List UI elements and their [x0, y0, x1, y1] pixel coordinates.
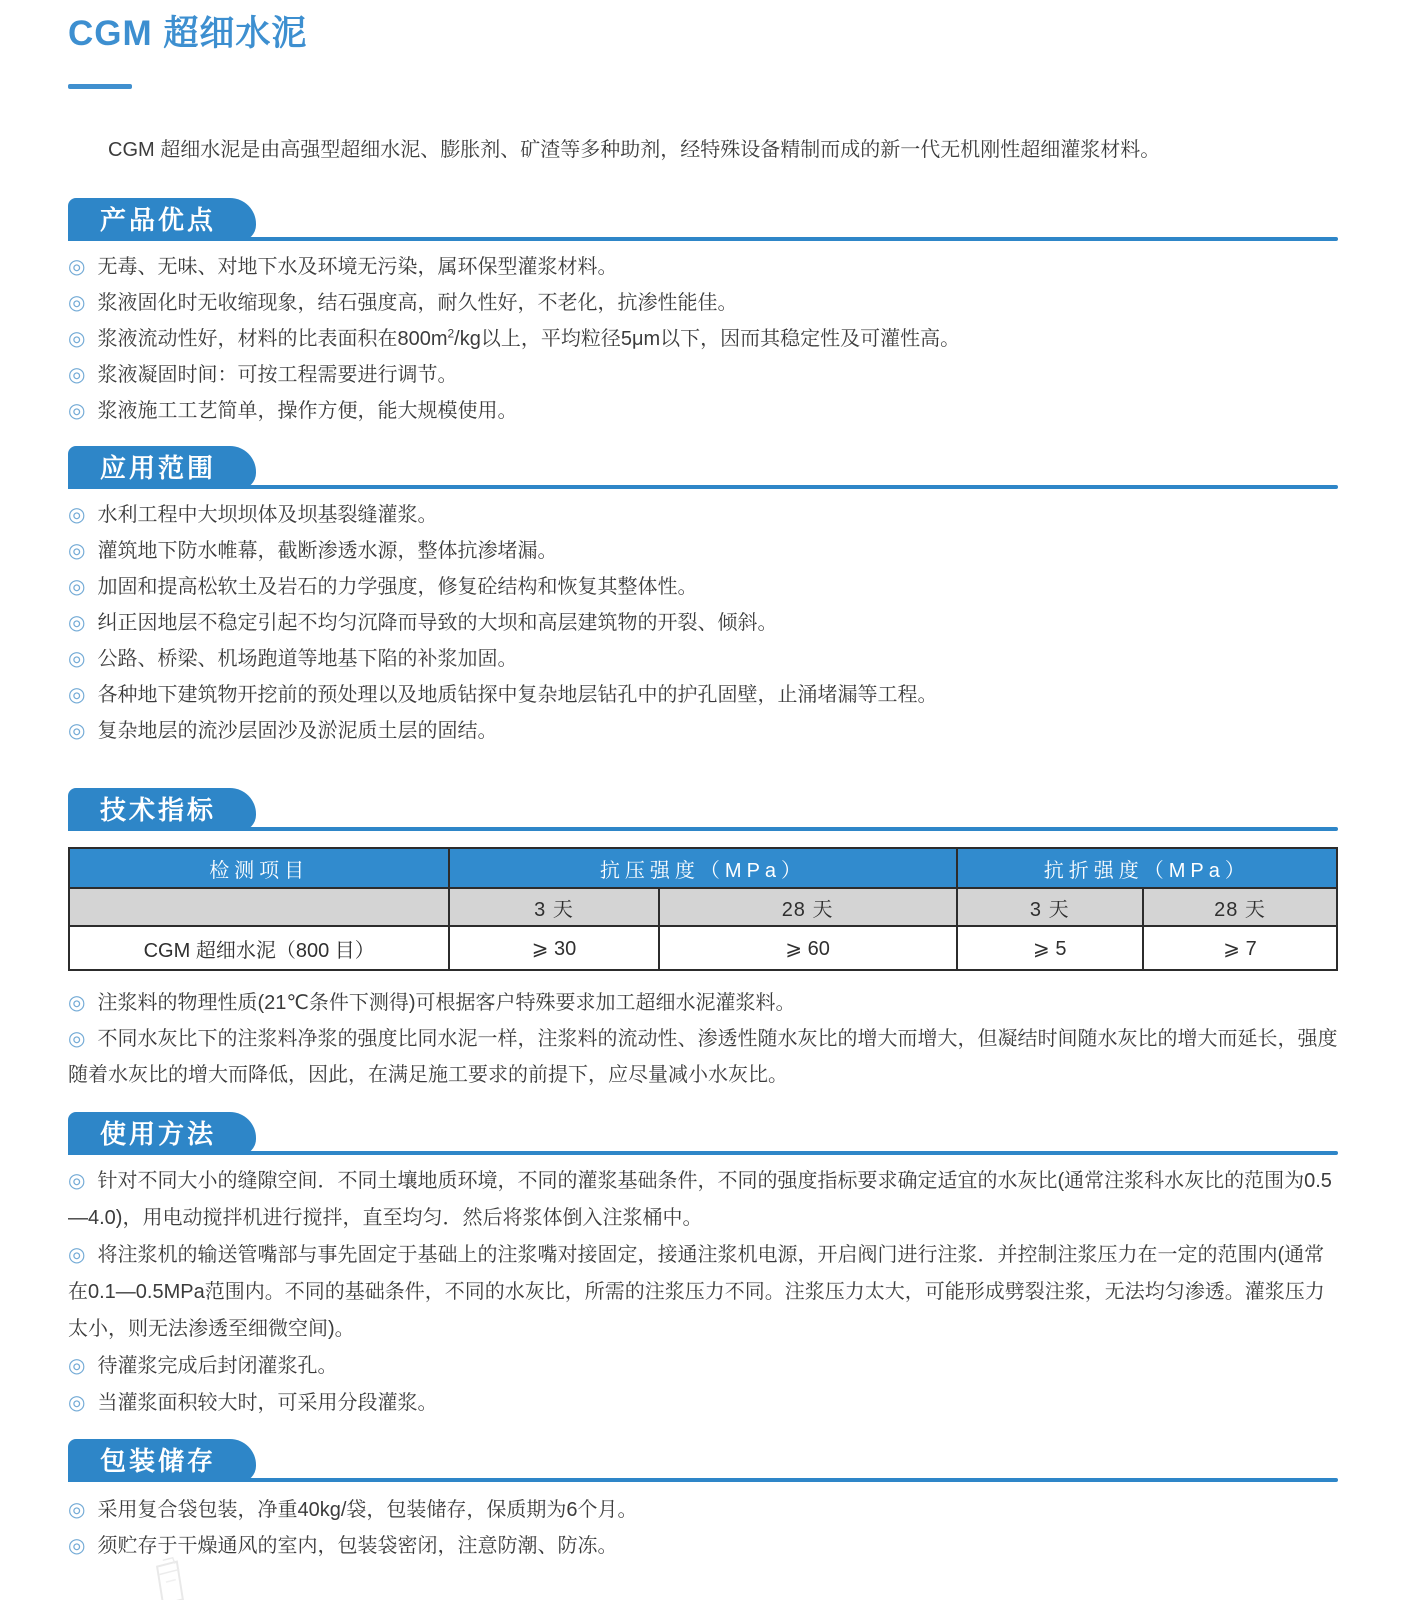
- note-item: [68, 985, 1338, 1021]
- application-item: [68, 497, 1338, 533]
- usage-item: [68, 1385, 1338, 1422]
- section-header-specs: [68, 787, 1338, 831]
- usage-list: [68, 1163, 1338, 1422]
- table-header-compressive: 抗压强度（MPa）: [449, 848, 956, 888]
- advantage-text: /kg以上，平均粒径5μm以下，因而其稳定性及可灌性高。: [454, 328, 961, 350]
- application-text: 公路、桥梁、机场跑道等地基下陷的补浆加固。: [97, 648, 518, 670]
- usage-item: [68, 1348, 1338, 1385]
- section-title-usage: 使用方法: [100, 1118, 217, 1149]
- section-rule: [68, 1151, 1338, 1155]
- bullet-icon: ◎: [68, 648, 86, 670]
- bullet-icon: ◎: [68, 256, 86, 278]
- section-header-applications: [68, 445, 1338, 489]
- advantage-text: 浆液施工工艺简单，操作方便，能大规模使用。: [97, 400, 518, 422]
- packaging-text: 采用复合袋包装，净重40kg/袋，包装储存，保质期为6个月。: [97, 1499, 638, 1521]
- table-header-flexural: 抗折强度（MPa）: [957, 848, 1337, 888]
- section-tab-applications: [68, 446, 256, 489]
- section-title-specs: 技术指标: [100, 794, 217, 825]
- section-tab-packaging: [68, 1439, 256, 1482]
- bullet-icon: ◎: [68, 364, 86, 386]
- advantage-text: 浆液固化时无收缩现象，结石强度高，耐久性好，不老化，抗渗性能佳。: [97, 292, 738, 314]
- section-rule: [68, 485, 1338, 489]
- usage-text: 待灌浆完成后封闭灌浆孔。: [97, 1355, 338, 1377]
- application-text: 复杂地层的流沙层固沙及淤泥质土层的固结。: [97, 720, 498, 742]
- table-subheader-row: [69, 888, 1337, 926]
- usage-item: [68, 1163, 1338, 1237]
- section-title-advantages: 产品优点: [100, 204, 217, 235]
- bullet-icon: ◎: [68, 1392, 86, 1414]
- usage-text: 将注浆机的输送管嘴部与事先固定于基础上的注浆嘴对接固定，接通注浆机电源，开启阀门进行注浆．并控制注浆压力在一定的范围内(通常在0.1—0.5MPa范围内。不同的基础条件，不同的水灰比，所需的注浆压力不同。注浆压力太大，可能形成劈裂注浆，无法均匀渗透。灌浆压力太小，则无法渗透至细微空间)。: [68, 1244, 1325, 1340]
- advantage-text: 浆液凝固时间：可按工程需要进行调节。: [97, 364, 458, 386]
- section-tab-advantages: [68, 198, 256, 241]
- table-cell-value: ⩾ 60: [659, 926, 957, 970]
- intro-paragraph: CGM 超细水泥是由高强型超细水泥、膨胀剂、矿渣等多种助剂，经特殊设备精制而成的新一代无机刚性超细灌浆材料。: [108, 139, 1161, 161]
- advantage-text: 无毒、无味、对地下水及环境无污染，属环保型灌浆材料。: [97, 256, 618, 278]
- advantage-item: [68, 321, 1338, 357]
- advantage-item: [68, 357, 1338, 393]
- bullet-icon: ◎: [68, 684, 86, 706]
- application-text: 纠正因地层不稳定引起不均匀沉降而导致的大坝和高层建筑物的开裂、倾斜。: [97, 612, 778, 634]
- table-cell-value: ⩾ 5: [957, 926, 1143, 970]
- packaging-list: [68, 1492, 1338, 1564]
- application-item: [68, 677, 1338, 713]
- advantage-item: [68, 393, 1338, 429]
- bullet-icon: ◎: [68, 328, 86, 350]
- packaging-item: [68, 1528, 1338, 1564]
- bullet-icon: ◎: [68, 720, 86, 742]
- section-header-advantages: [68, 197, 1338, 241]
- application-text: 各种地下建筑物开挖前的预处理以及地质钻探中复杂地层钻孔中的护孔固壁，止涌堵漏等工程。: [97, 684, 938, 706]
- advantage-text: 浆液流动性好，材料的比表面积在800m: [97, 328, 448, 350]
- table-cell-value: ⩾ 7: [1143, 926, 1337, 970]
- title-underline: [68, 84, 132, 89]
- bullet-icon: ◎: [68, 400, 86, 422]
- bullet-icon: ◎: [68, 576, 86, 598]
- application-text: 灌筑地下防水帷幕，截断渗透水源，整体抗渗堵漏。: [97, 540, 558, 562]
- section-header-packaging: [68, 1438, 1338, 1482]
- usage-text: 当灌浆面积较大时，可采用分段灌浆。: [97, 1392, 438, 1414]
- section-tab-specs: [68, 788, 256, 831]
- section-rule: [68, 827, 1338, 831]
- bullet-icon: ◎: [68, 504, 86, 526]
- spec-notes: [68, 985, 1338, 1093]
- bullet-icon: ◎: [68, 992, 86, 1014]
- note-item: [68, 1021, 1338, 1093]
- bullet-icon: ◎: [68, 540, 86, 562]
- usage-text: 针对不同大小的缝隙空间．不同土壤地质环境，不同的灌浆基础条件，不同的强度指标要求确定适宜的水灰比(通常注浆科水灰比的范围为0.5—4.0)，用电动搅拌机进行搅拌，直至均匀．然后将浆体倒入注浆桶中。: [68, 1170, 1332, 1229]
- table-subheader-3d: 3 天: [957, 888, 1143, 926]
- bullet-icon: ◎: [68, 292, 86, 314]
- table-subheader-28d: 28 天: [659, 888, 957, 926]
- bullet-icon: ◎: [68, 1028, 86, 1050]
- application-item: [68, 713, 1338, 749]
- bullet-icon: ◎: [68, 1535, 86, 1557]
- spec-table: [68, 847, 1338, 971]
- table-subheader-empty: [69, 888, 449, 926]
- application-item: [68, 605, 1338, 641]
- table-subheader-28d: 28 天: [1143, 888, 1337, 926]
- applications-list: [68, 497, 1338, 749]
- application-text: 水利工程中大坝坝体及坝基裂缝灌浆。: [97, 504, 438, 526]
- watermark-graphic: [137, 1554, 202, 1600]
- table-group-header-row: [69, 848, 1337, 888]
- section-title-packaging: 包装储存: [100, 1445, 217, 1476]
- bullet-icon: ◎: [68, 612, 86, 634]
- packaging-text: 须贮存于干燥通风的室内，包装袋密闭，注意防潮、防冻。: [97, 1535, 618, 1557]
- table-cell-product-name: CGM 超细水泥（800 目）: [69, 926, 449, 970]
- application-text: 加固和提高松软土及岩石的力学强度，修复砼结构和恢复其整体性。: [97, 576, 698, 598]
- bullet-icon: ◎: [68, 1355, 86, 1377]
- bullet-icon: ◎: [68, 1499, 86, 1521]
- table-subheader-3d: 3 天: [449, 888, 658, 926]
- application-item: [68, 533, 1338, 569]
- section-tab-usage: [68, 1112, 256, 1155]
- table-row: [69, 926, 1337, 970]
- advantage-item: [68, 249, 1338, 285]
- note-text: 不同水灰比下的注浆料净浆的强度比同水泥一样，注浆料的流动性、渗透性随水灰比的增大而增大，但凝结时间随水灰比的增大而延长，强度随着水灰比的增大而降低，因此，在满足施工要求的前提下，应尽量减小水灰比。: [68, 1028, 1338, 1086]
- packaging-item: [68, 1492, 1338, 1528]
- application-item: [68, 641, 1338, 677]
- table-cell-value: ⩾ 30: [449, 926, 658, 970]
- bullet-icon: ◎: [68, 1244, 86, 1266]
- section-header-usage: [68, 1111, 1338, 1155]
- bullet-icon: ◎: [68, 1170, 86, 1192]
- section-rule: [68, 1478, 1338, 1482]
- superscript: 2: [447, 326, 455, 341]
- page-title: CGM 超细水泥: [68, 14, 308, 53]
- table-header-test-item: 检测项目: [69, 848, 449, 888]
- application-item: [68, 569, 1338, 605]
- note-text: 注浆料的物理性质(21℃条件下测得)可根据客户特殊要求加工超细水泥灌浆料。: [97, 992, 796, 1014]
- advantage-item: [68, 285, 1338, 321]
- usage-item: [68, 1237, 1338, 1348]
- section-rule: [68, 237, 1338, 241]
- advantages-list: [68, 249, 1338, 429]
- section-title-applications: 应用范围: [100, 452, 217, 483]
